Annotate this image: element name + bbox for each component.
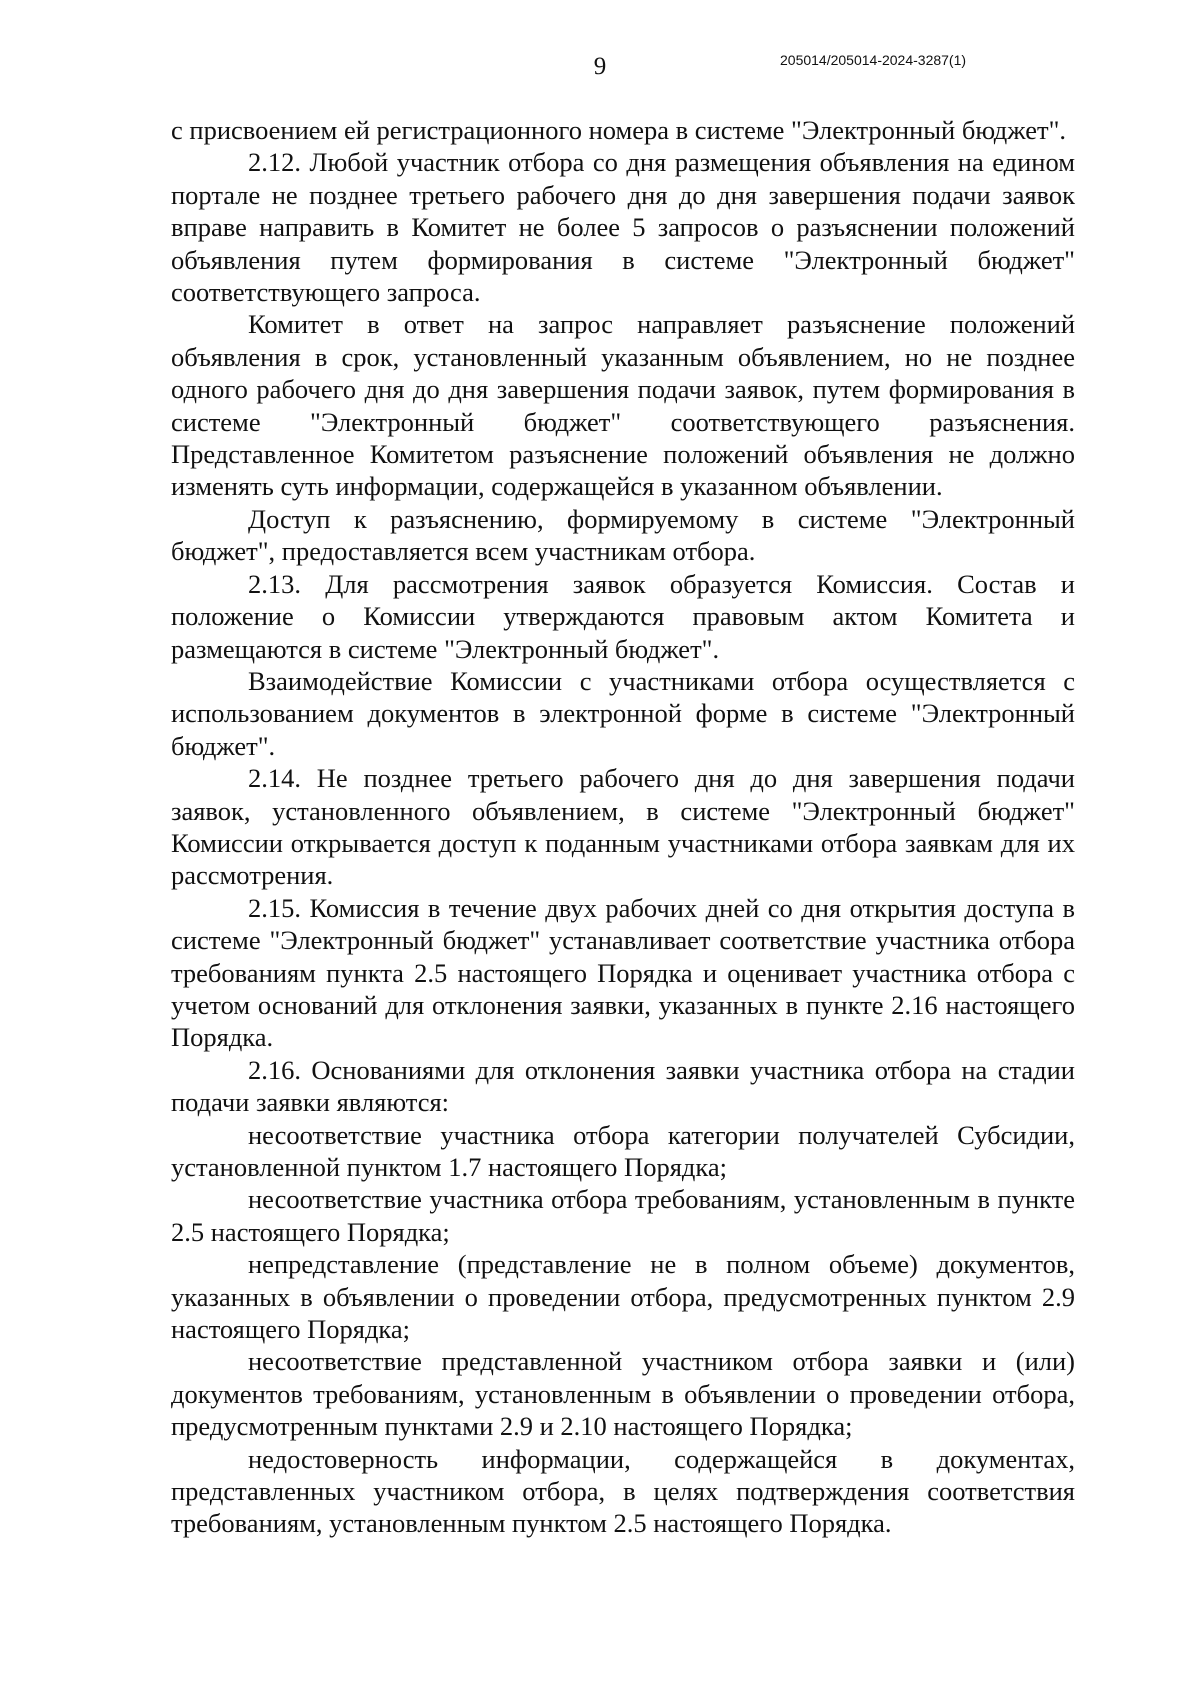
paragraph-2-12: 2.12. Любой участник отбора со дня размещения объявления на едином портале не позднее третьего рабочего дня до дня завершения подачи заявок вправе направить в Комитет не более 5 запросов о разъяснении положений объявления путем формирования в системе "Электронный бюджет" соответствующего запроса.: [171, 147, 1075, 308]
page-number: 9: [593, 53, 607, 80]
paragraph-2-13: 2.13. Для рассмотрения заявок образуется Комиссия. Состав и положение о Комиссии утверждаются правовым актом Комитета и размещаются в системе "Электронный бюджет".: [171, 568, 1075, 664]
paragraph-commission-interaction: Взаимодействие Комиссии с участниками отбора осуществляется с использованием документов в электронной форме в системе "Электронный бюджет".: [171, 665, 1075, 761]
list-item-category-mismatch: несоответствие участника отбора категории получателей Субсидии, установленной пунктом 1.7 настоящего Порядка;: [171, 1119, 1075, 1182]
paragraph-2-16: 2.16. Основаниями для отклонения заявки участника отбора на стадии подачи заявки являются:: [171, 1054, 1075, 1118]
list-item-application-mismatch: несоответствие представленной участником отбора заявки и (или) документов требованиям, установленным в объявлении о проведении отбора, предусмотренным пунктами 2.9 и 2.10 настоящего Порядка;: [171, 1346, 1075, 1442]
paragraph-access-to-clarification: Доступ к разъяснению, формируемому в системе "Электронный бюджет", предоставляется всем участникам отбора.: [171, 503, 1075, 567]
paragraph-committee-response: Комитет в ответ на запрос направляет разъяснение положений объявления в срок, установленный указанным объявлением, но не позднее одного рабочего дня до дня завершения подачи заявок, путем формирования в системе "Электронный бюджет" соответствующего разъяснения. Представленное Комитетом разъяснение положений объявления не должно изменять суть информации, содержащейся в указанном объявлении.: [171, 309, 1075, 502]
document-code: 205014/205014-2024-3287(1): [780, 52, 967, 68]
list-item-documents-missing: непредставление (представление не в полном объеме) документов, указанных в объявлении о проведении отбора, предусмотренных пунктом 2.9 настоящего Порядка;: [171, 1249, 1075, 1345]
list-item-false-information: недостоверность информации, содержащейся в документах, представленных участником отбора, в целях подтверждения соответствия требованиям, установленным пунктом 2.5 настоящего Порядка.: [171, 1443, 1075, 1539]
paragraph-2-15: 2.15. Комиссия в течение двух рабочих дней со дня открытия доступа в системе "Электронный бюджет" устанавливает соответствие участника отбора требованиям пункта 2.5 настоящего Порядка и оценивает участника отбора с учетом оснований для отклонения заявки, указанных в пункте 2.16 настоящего Порядка.: [171, 892, 1075, 1053]
document-body: [171, 114, 1075, 1540]
paragraph-continuation: с присвоением ей регистрационного номера в системе "Электронный бюджет".: [171, 115, 1067, 145]
paragraph-2-14: 2.14. Не позднее третьего рабочего дня до дня завершения подачи заявок, установленного объявлением, в системе "Электронный бюджет" Комиссии открывается доступ к поданным участниками отбора заявкам для их рассмотрения.: [171, 763, 1075, 891]
list-item-requirements-mismatch: несоответствие участника отбора требованиям, установленным в пункте 2.5 настоящего Порядка;: [171, 1184, 1075, 1247]
